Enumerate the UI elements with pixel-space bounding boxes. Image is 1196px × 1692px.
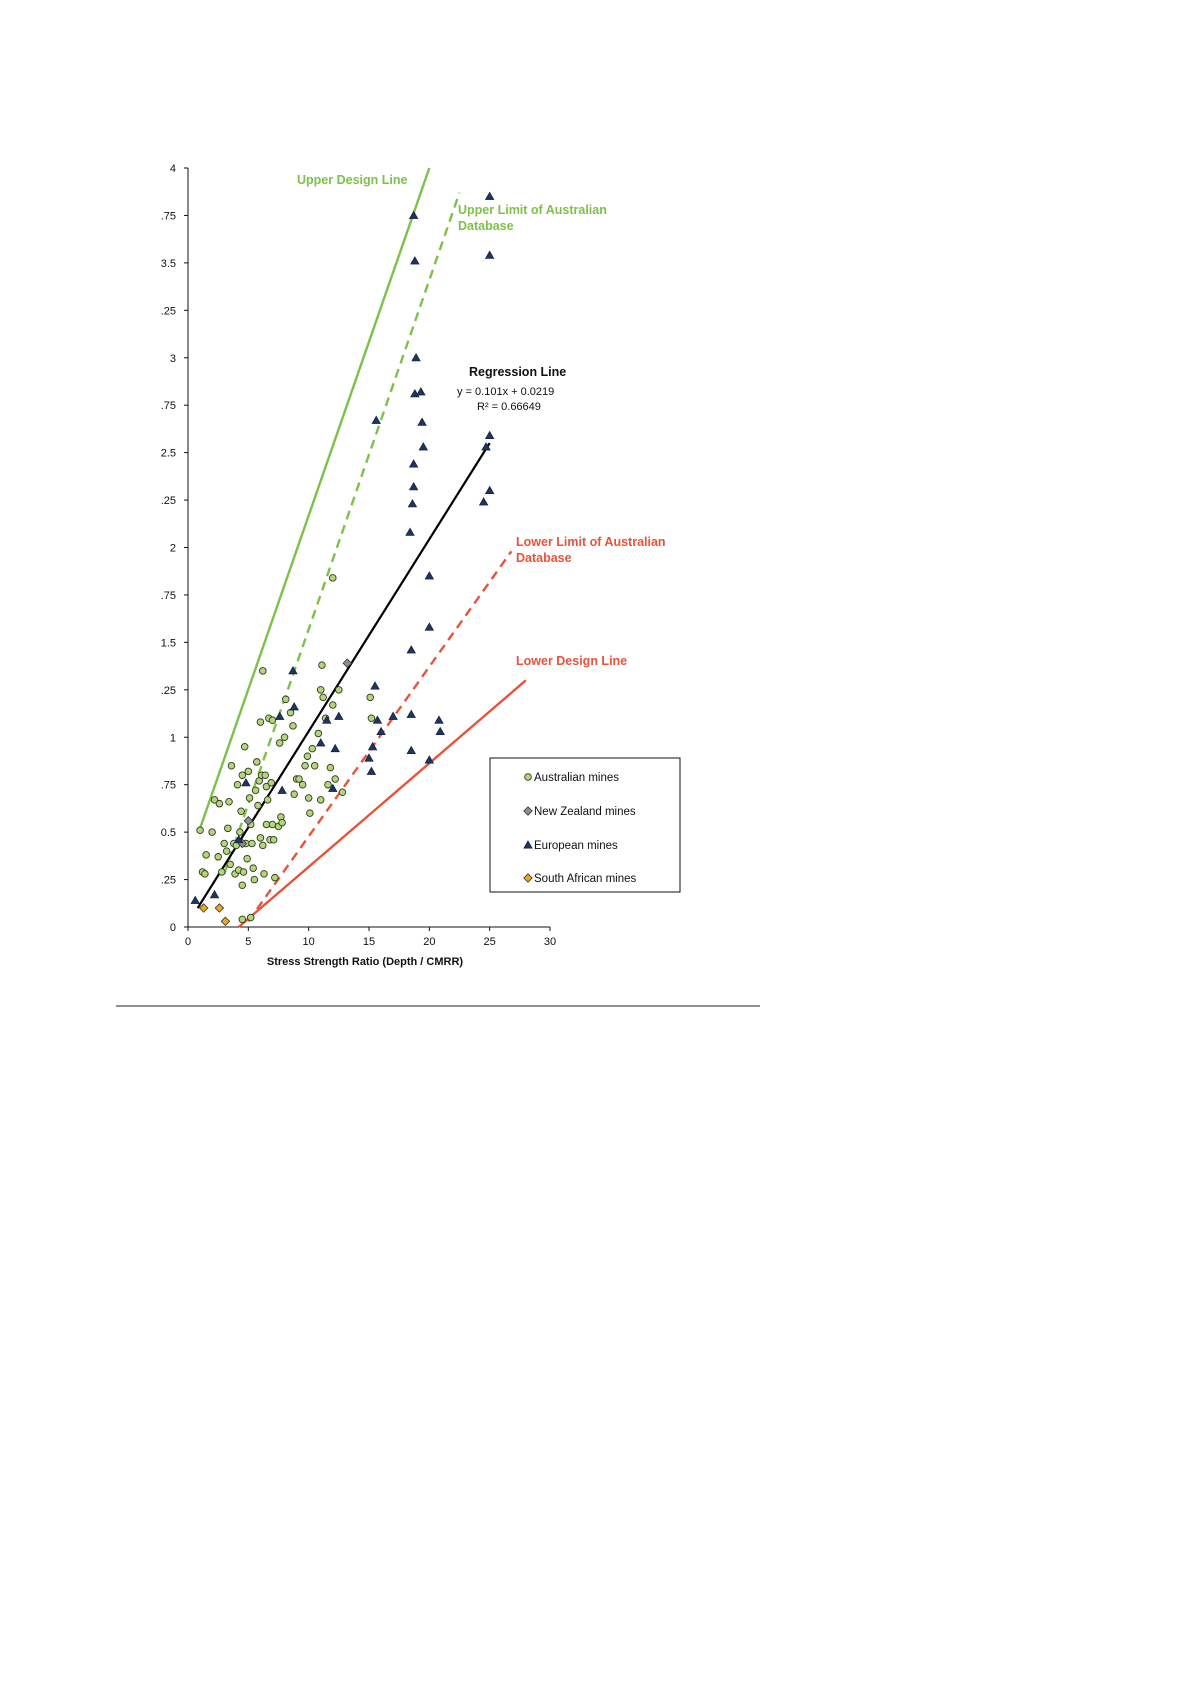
point-australian — [257, 835, 264, 842]
annotation-upper-limit-line1: Upper Limit of Australian — [458, 203, 607, 217]
y-tick-label: 1 — [169, 732, 176, 745]
x-tick-label: 20 — [423, 936, 436, 948]
y-tick-label: .25 — [160, 305, 176, 318]
y-tick-label: 0.5 — [160, 827, 176, 840]
y-tick-label: .25 — [160, 495, 176, 508]
point-european — [290, 703, 298, 710]
point-european — [407, 710, 415, 717]
y-axis — [161, 163, 188, 934]
point-australian — [234, 781, 241, 788]
point-australian — [299, 781, 306, 788]
x-tick-label: 25 — [483, 936, 496, 948]
x-tick-label: 0 — [184, 936, 192, 948]
y-tick-label: 3.5 — [160, 257, 176, 270]
annotation-lower-limit-line1: Lower Limit of Australian — [516, 535, 666, 549]
point-australian — [257, 719, 264, 726]
point-australian — [197, 827, 204, 834]
legend-label-european: European mines — [534, 840, 618, 852]
point-australian — [281, 734, 288, 741]
point-australian — [272, 874, 279, 881]
point-australian — [279, 819, 286, 826]
point-australian — [269, 717, 276, 724]
y-tick-label: .75 — [160, 779, 176, 792]
y-tick-label: 2.5 — [160, 447, 176, 460]
point-australian — [307, 810, 314, 817]
legend-marker-australian — [525, 774, 532, 781]
point-australian — [309, 745, 316, 752]
point-australian — [249, 840, 256, 847]
annotation-regression-title: Regression Line — [469, 365, 567, 379]
point-european — [425, 623, 433, 630]
data-points — [191, 192, 494, 925]
point-european — [412, 354, 420, 361]
point-australian — [304, 753, 311, 760]
point-european — [411, 257, 419, 264]
point-australian — [305, 795, 312, 802]
point-australian — [221, 840, 228, 847]
point-australian — [252, 787, 259, 794]
point-australian — [319, 662, 326, 669]
point-australian — [225, 825, 232, 832]
point-australian — [241, 743, 248, 750]
legend-label-australian: Australian mines — [534, 772, 620, 784]
point-european — [407, 646, 415, 653]
point-european — [335, 712, 343, 719]
point-australian — [339, 789, 346, 796]
point-european — [479, 498, 487, 505]
point-european — [242, 779, 250, 786]
legend-label-south-african: South African mines — [534, 873, 637, 885]
point-australian — [315, 730, 322, 737]
point-australian — [320, 694, 327, 701]
annotation-upper-limit-line2: Database — [458, 219, 514, 233]
point-australian — [247, 914, 254, 921]
y-tick-label: 4 — [169, 163, 176, 175]
point-australian — [239, 916, 246, 923]
point-australian — [215, 853, 222, 860]
point-australian — [239, 772, 246, 779]
point-australian — [228, 762, 235, 769]
point-australian — [270, 836, 277, 843]
point-australian — [255, 802, 262, 809]
point-european — [372, 416, 380, 423]
point-australian — [209, 829, 216, 836]
point-australian — [325, 781, 332, 788]
point-australian — [262, 772, 269, 779]
point-australian — [302, 762, 309, 769]
annotation-upper-design-line: Upper Design Line — [297, 173, 408, 187]
y-tick-label: 3 — [169, 352, 176, 365]
point-european — [419, 443, 427, 450]
point-australian — [311, 762, 318, 769]
x-tick-label: 15 — [362, 936, 376, 948]
point-european — [425, 572, 433, 579]
y-tick-label: 2 — [169, 542, 176, 555]
line-upper-design-line — [200, 168, 429, 828]
point-european — [485, 192, 493, 199]
point-australian — [291, 791, 298, 798]
point-australian — [202, 871, 209, 878]
point-european — [418, 418, 426, 425]
point-european — [278, 786, 286, 793]
point-european — [191, 896, 199, 903]
point-australian — [260, 668, 267, 675]
point-european — [276, 712, 284, 719]
point-european — [210, 891, 218, 898]
point-australian — [244, 855, 251, 862]
y-tick-label: .75 — [160, 210, 176, 223]
annotation-lower-design-line: Lower Design Line — [516, 654, 628, 668]
point-australian — [282, 696, 289, 703]
point-australian — [239, 882, 246, 889]
annotation-lower-limit-line2: Database — [516, 551, 572, 565]
point-australian — [276, 740, 283, 747]
point-european — [485, 251, 493, 258]
point-european — [408, 500, 416, 507]
y-tick-label: .75 — [160, 589, 176, 602]
x-axis — [185, 927, 556, 948]
point-european — [417, 388, 425, 395]
point-european — [367, 767, 375, 774]
point-european — [317, 739, 325, 746]
point-australian — [238, 808, 245, 815]
point-australian — [251, 876, 258, 883]
point-european — [407, 746, 415, 753]
legend-label-new-zealand: New Zealand mines — [534, 806, 636, 818]
point-australian — [368, 715, 375, 722]
point-australian — [327, 764, 334, 771]
point-australian — [218, 869, 225, 876]
point-australian — [261, 871, 268, 878]
point-european — [406, 528, 414, 535]
point-australian — [216, 800, 223, 807]
x-tick-label: 10 — [302, 936, 315, 948]
point-european — [371, 682, 379, 689]
point-australian — [240, 869, 247, 876]
y-tick-label: 0 — [169, 922, 176, 934]
point-australian — [264, 797, 271, 804]
point-south-african — [221, 917, 229, 925]
x-tick-label: 5 — [245, 936, 252, 948]
y-tick-label: .25 — [160, 874, 176, 887]
x-axis-label: Stress Strength Ratio (Depth / CMRR) — [266, 956, 464, 968]
legend — [490, 758, 680, 892]
point-european — [485, 431, 493, 438]
point-australian — [268, 779, 275, 786]
point-australian — [367, 694, 374, 701]
annotation-regression-r2: R² = 0.66649 — [477, 401, 541, 413]
point-south-african — [215, 904, 223, 912]
point-australian — [223, 848, 230, 855]
point-australian — [330, 575, 337, 582]
point-australian — [260, 842, 267, 849]
point-european — [485, 486, 493, 493]
point-european — [409, 483, 417, 490]
point-australian — [245, 768, 252, 775]
point-australian — [203, 852, 210, 859]
x-tick-label: 30 — [543, 936, 557, 948]
y-tick-label: .25 — [160, 684, 176, 697]
point-australian — [227, 861, 234, 868]
point-european — [409, 460, 417, 467]
design-lines — [198, 168, 526, 927]
point-australian — [226, 798, 233, 805]
point-european — [331, 744, 339, 751]
point-australian — [317, 687, 324, 694]
point-european — [409, 211, 417, 218]
point-australian — [250, 865, 257, 872]
y-tick-label: 1.5 — [160, 637, 176, 650]
point-australian — [317, 797, 324, 804]
line-upper-limit-of-australian-database — [224, 193, 459, 874]
point-european — [435, 716, 443, 723]
point-australian — [330, 702, 337, 709]
annotation-regression-equation: y = 0.101x + 0.0219 — [457, 386, 555, 398]
point-australian — [332, 776, 339, 783]
point-australian — [246, 795, 253, 802]
point-australian — [290, 723, 297, 730]
point-australian — [253, 759, 260, 766]
y-tick-label: .75 — [160, 400, 176, 413]
point-european — [436, 727, 444, 734]
point-australian — [336, 687, 343, 694]
point-australian — [237, 829, 244, 836]
